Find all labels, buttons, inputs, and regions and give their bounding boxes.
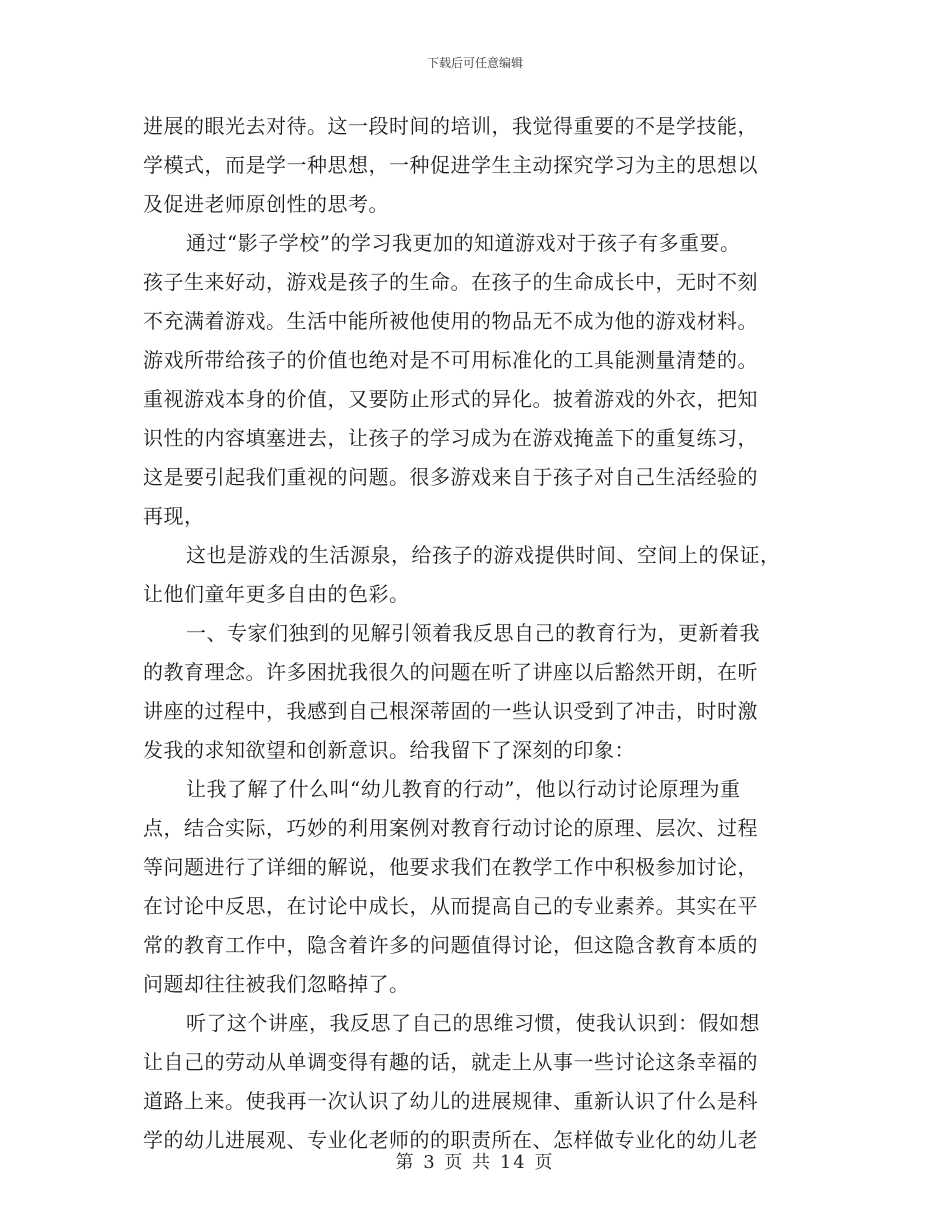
- text-line: 这也是游戏的生活源泉，给孩子的游戏提供时间、空间上的保证，: [186, 543, 781, 567]
- document-body: [143, 107, 803, 1160]
- paragraph: [143, 536, 803, 614]
- paragraph: [143, 224, 803, 536]
- text-line: 讲座的过程中，我感到自己根深蒂固的一些认识受到了冲击，时时激: [143, 699, 758, 723]
- text-line: 常的教育工作中，隐含着许多的问题值得讨论，但这隐含教育本质的: [143, 933, 758, 957]
- text-line: 等问题进行了详细的解说，他要求我们在教学工作中积极参加讨论，: [143, 855, 758, 879]
- text-line: 一、专家们独到的见解引领着我反思自己的教育行为，更新着我: [186, 621, 760, 645]
- page-number-footer: 第 3 页 共 14 页: [395, 1152, 555, 1173]
- text-line: 这是要引起我们重视的问题。很多游戏来自于孩子对自己生活经验的: [143, 465, 758, 489]
- text-line: 孩子生来好动，游戏是孩子的生命。在孩子的生命成长中，无时不刻: [143, 270, 758, 294]
- text-line: 游戏所带给孩子的价值也绝对是不可用标准化的工具能测量清楚的。: [143, 348, 758, 372]
- text-line: 不充满着游戏。生活中能所被他使用的物品无不成为他的游戏材料。: [143, 309, 758, 333]
- text-line: 点，结合实际，巧妙的利用案例对教育行动讨论的原理、层次、过程: [143, 816, 758, 840]
- paragraph: [143, 770, 803, 1004]
- page-header-note: 下载后可任意编辑: [426, 56, 523, 70]
- text-line: 的教育理念。许多困扰我很久的问题在听了讲座以后豁然开朗，在听: [143, 660, 758, 684]
- text-line: 发我的求知欲望和创新意识。给我留下了深刻的印象：: [143, 738, 635, 762]
- text-line: 重视游戏本身的价值，又要防止形式的异化。披着游戏的外衣，把知: [143, 387, 758, 411]
- text-line: 问题却往往被我们忽略掉了。: [143, 972, 410, 996]
- paragraph: [143, 1004, 803, 1160]
- text-line: 学模式，而是学一种思想，一种促进学生主动探究学习为主的思想以: [143, 153, 758, 177]
- text-line: 及促进老师原创性的思考。: [143, 192, 389, 216]
- text-line: 再现，: [143, 504, 205, 528]
- text-line: 进展的眼光去对待。这一段时间的培训，我觉得重要的不是学技能，: [143, 114, 758, 138]
- text-line: 通过“影子学校”的学习我更加的知道游戏对于孩子有多重要。: [186, 231, 741, 255]
- text-line: 让他们童年更多自由的色彩。: [143, 582, 410, 606]
- text-line: 在讨论中反思，在讨论中成长，从而提高自己的专业素养。其实在平: [143, 894, 758, 918]
- text-line: 道路上来。使我再一次认识了幼儿的进展规律、重新认识了什么是科: [143, 1089, 758, 1113]
- text-line: 听了这个讲座，我反思了自己的思维习惯，使我认识到：假如想: [186, 1011, 760, 1035]
- text-line: 让自己的劳动从单调变得有趣的话，就走上从事一些讨论这条幸福的: [143, 1050, 758, 1074]
- text-line: 让我了解了什么叫“幼儿教育的行动”，他以行动讨论原理为重: [186, 777, 741, 801]
- text-line: 识性的内容填塞进去，让孩子的学习成为在游戏掩盖下的重复练习，: [143, 426, 758, 450]
- paragraph: [143, 614, 803, 770]
- paragraph: [143, 107, 803, 224]
- text-line: 学的幼儿进展观、专业化老师的的职责所在、怎样做专业化的幼儿老: [143, 1128, 758, 1152]
